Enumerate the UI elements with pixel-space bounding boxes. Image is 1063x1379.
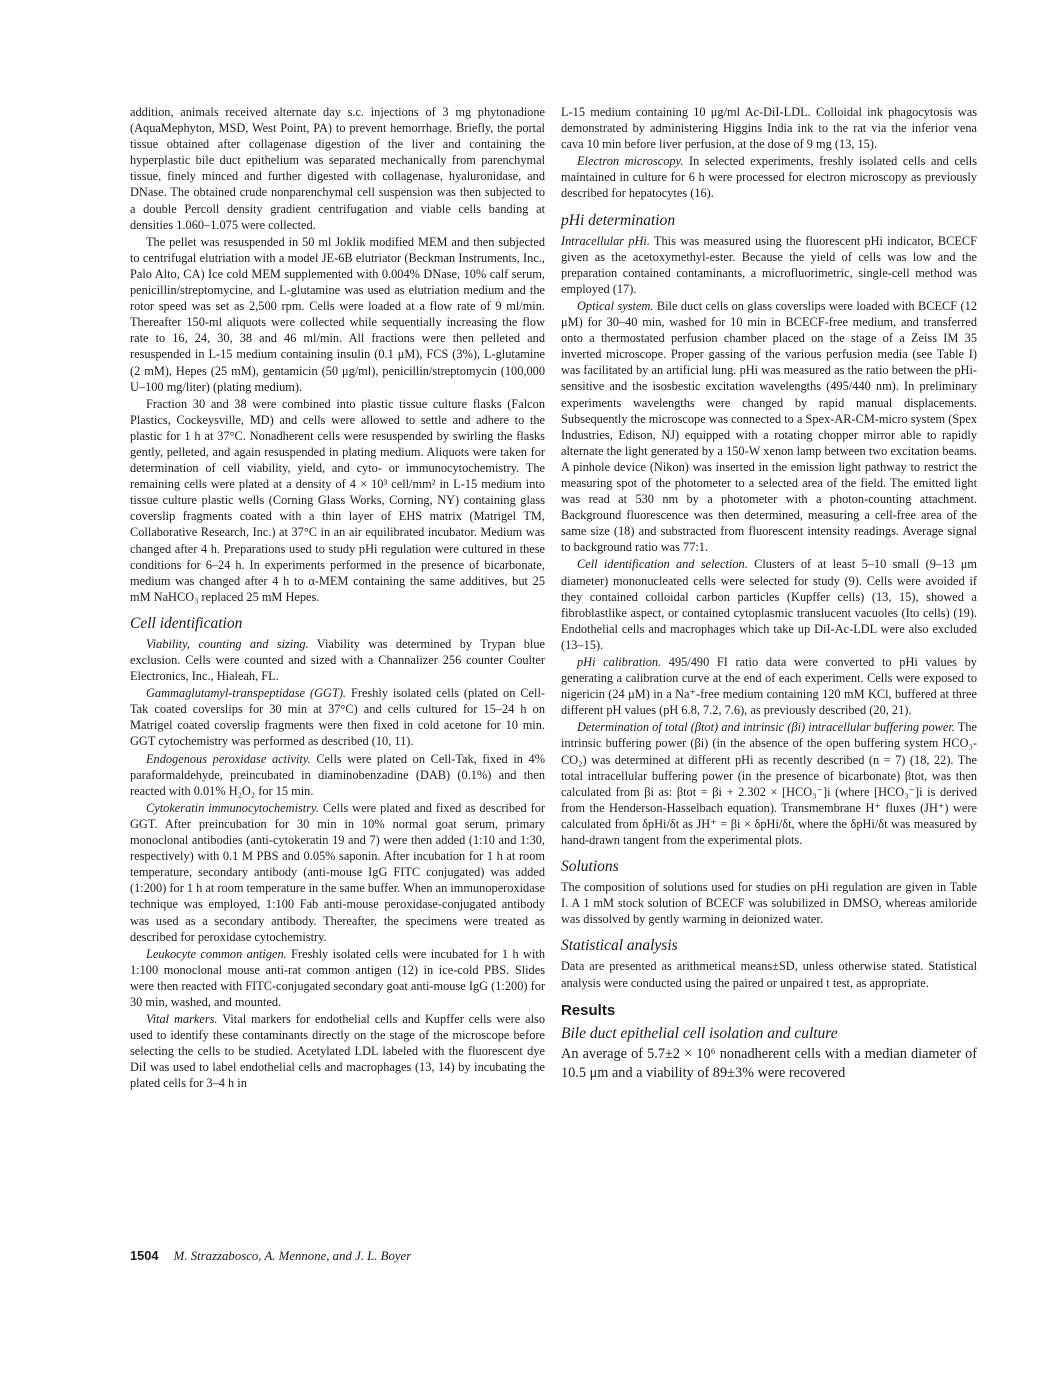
run-in-heading: Endogenous peroxidase activity. <box>146 751 311 766</box>
section-heading-results: Results <box>561 1001 616 1019</box>
paragraph-text: Bile duct cells on glass coverslips were loaded with BCECF (12 μM) for 30–40 min, washed for 10 min in BCECF-free medium, and transferred onto a thermostated perfusion chamber placed on the stage of a Zeiss IM 35 inverted microscope. Proper gassing of the various perfusion media (see Table I) was facilitated by an artificial lung. pHi was measured as the ratio between the pHi-sensitive and the isosbestic excitation wavelengths (495/440 nm). In preliminary experiments wavelengths were changed by rapid manual displacements. Subsequently the microscope was connected to a Spex-AR-CM-micro system (Spex Industries, Edison, NJ) equipped with a rotating chopper mirror able to rapidly alternate the light generated by a 150-W xenon lamp between two excitation beams. A pinhole device (Nikon) was inserted in the emission light pathway to restrict the measuring spot of the photometer to a selected area of the field. The emitted light was read at 530 nm by a photometer with a photon-counting attachment. Background fluorescence was then determined, measuring a cell-free area of the same size (18) and substracted from fluorescent intensity readings. Average signal to background ratio was 77:1. <box>561 298 978 555</box>
paragraph-text: This was measured using the fluorescent pHi indicator, BCECF given as the acetoxymethyl-ester. Because the yield of cells was low and the preparation contained contaminants, a microfluorimetric, single-cell method was employed (17). <box>561 233 977 296</box>
run-in-heading: Gammaglutamyl-transpeptidase (GGT). <box>146 686 347 701</box>
run-in-heading: Leukocyte common antigen. <box>146 946 287 961</box>
paragraph-intracellular-phi <box>561 233 977 297</box>
paragraph-text: The intrinsic buffering power (βi) (in the absence of the open buffering system HCO₃-CO₂) was determined at different pHi as recently described (n = 7) (18, 22). The total intracellular buffering power (in the presence of bicarbonate) βtot, was then calculated from βi as: βtot = βi + 2.302 × [HCO₃⁻]i (where [HCO₃⁻]i is derived from the Henderson-Hasselbach equation). Transmembrane H⁺ fluxes (JH⁺) were calculated from δpHi/δt as JH⁺ = βi × δpHi/δt, where the δpHi/δt was measured by hand-drawn tangent from the experimental plots. <box>561 720 977 848</box>
paragraph: The pellet was resuspended in 50 ml Joklik modified MEM and then subjected to centrifugal elutriation with a model JE-6B elutriator (Beckman Instruments, Inc., Palo Alto, CA) Ice cold MEM supplemented with 0.004% DNase, 10% calf serum, penicillin/streptomycine, and L-glutamine was used as elutriation medium and the rotor speed was set as 2,500 rpm. Cells were loaded at a flow rate of 9 ml/min. Thereafter 150-ml aliquots were collected while sequentially increasing the flow rate to 16, 24, 30, 38 and 46 ml/min. All fractions were then pelleted and resuspended in L-15 medium containing insulin (0.1 μM), FCS (3%), L-glutamine (2 mM), Hepes (25 mM), gentamicin (50 μg/ml), penicillin/streptomycin (100,000 U–100 mg/liter) (plating medium). <box>130 234 545 394</box>
section-heading-statistical-analysis: Statistical analysis <box>561 937 678 955</box>
paragraph-solutions: The composition of solutions used for studies on pHi regulation are given in Table I. A 1 mM stock solution of BCECF was solubilized in DMSO, whereas amiloride was dissolved by gently warming in deionized water. <box>561 880 977 927</box>
paragraph: Fraction 30 and 38 were combined into plastic tissue culture flasks (Falcon Plastics, Cockeysville, MD) and cells were allowed to settle and adhere to the plastic for 1 h at 37°C. Nonadherent cells were resuspended by swirling the flasks gently, pelleted, and again resuspended in plating medium. Aliquots were taken for determination of cell viability, yield, and cyto- or immunocytochemistry. The remaining cells were plated at a density of 4 × 10³ cell/mm² in L-15 medium into tissue culture plastic wells (Corning Glass Works, Corning, NY) containing glass coverslip fragments coated with a thin layer of EHS matrix (Matrigel TM, Collaborative Research, Inc.) at 37°C in an air equilibrated incubator. Medium was changed after 4 h. Preparations used to study pHi regulation were cultured in these conditions for 6–24 h. In experiments performed in the presence of bicarbonate, medium was changed after 4 h to α-MEM containing the same additives, but 25 mM NaHCO₃ replaced 25 mM Hepes. <box>130 396 545 604</box>
run-in-heading: Cell identification and selection. <box>577 557 748 572</box>
paragraph-buffering-power <box>561 719 977 848</box>
running-authors: M. Strazzabosco, A. Mennone, and J. L. Boyer <box>173 1249 412 1263</box>
left-column <box>130 104 545 1092</box>
paragraph-leukocyte <box>130 946 545 1010</box>
paragraph-text: Freshly isolated cells were incubated for 1 h with 1:100 monoclonal mouse anti-rat common antigen (12) in ice-cold PBS. Slides were then reacted with FITC-conjugated secondary goat anti-mouse IgG (1:200) for 30 min, washed, and mounted. <box>130 946 546 1009</box>
paragraph: addition, animals received alternate day s.c. injections of 3 mg phytonadione (AquaMephyton, MSD, West Point, PA) to prevent hemorrhage. Briefly, the portal tissue obtained after collagenase digestion of the liver and containing the hyperplastic bile duct epithelium was separated mechanically from parenchymal tissue, finely minced and further digested with collagenase, hyaluronidase, and DNase. The obtained crude nonparenchymal cell suspension was then subjected to a double Percoll density gradient centrifugation and viable cells banding at densities 1.060–1.075 were collected. <box>130 105 545 232</box>
run-in-heading: Electron microscopy. <box>577 154 684 169</box>
paragraph-text: Cells were plated and fixed as described for GGT. After preincubation for 30 min in 10% normal goat serum, primary monoclonal antibodies (anti-cytokeratin 19 and 7) were then added (1:10 and 1:30, respectively) with 0.1 M PBS and 0.05% saponin. After incubation for 1 h at room temperature, secondary antibody (anti-mouse IgG FITC conjugated) was added (1:200) for 1 h at room temperature in the same buffer. When an immunoperoxidase technique was employed, 1:100 Fab anti-mouse peroxidase-conjugated antibody was used as a secondary antibody. Thereafter, the specimens were treated as described for peroxidase cytochemistry. <box>130 800 545 944</box>
right-column <box>561 104 977 1083</box>
run-in-heading: Cytokeratin immunocytochemistry. <box>146 800 319 815</box>
page-footer <box>130 1248 411 1264</box>
run-in-heading: Vital markers. <box>146 1012 218 1027</box>
run-in-heading: Optical system. <box>577 298 654 313</box>
paragraph-vital-markers <box>130 1011 545 1091</box>
subsection-heading-bile-duct: Bile duct epithelial cell isolation and culture <box>561 1024 838 1042</box>
paragraph-peroxidase <box>130 751 545 799</box>
paragraph-text: Clusters of at least 5–10 small (9–13 μm diameter) mononucleated cells were selected for study (9). Cells were avoided if they contained colloidal carbon particles (Kupffer cells) (13, 15), showed a fibroblastlike aspect, or contained cytoplasmic translucent vacuoles (Ito cells) (19). Endothelial cells and macrophages which take up DiI-Ac-LDL were also excluded (13–15). <box>561 557 977 652</box>
paragraph-bile-duct: An average of 5.7±2 × 10⁶ nonadherent cells with a median diameter of 10.5 μm and a viability of 89±3% were recovered <box>561 1045 977 1081</box>
paragraph-electron-microscopy <box>561 153 977 201</box>
paragraph-optical-system <box>561 298 977 556</box>
paragraph-text: Freshly isolated cells (plated on Cell-Tak coated coverslips for 30 min at 37°C) and cells cultured for 15–24 h on Matrigel coated coverslip fragments were then fixed in cold acetone for 10 min. GGT cytochemistry was performed as described (10, 11). <box>130 686 546 749</box>
run-in-heading: pHi calibration. <box>577 655 662 669</box>
section-heading-cell-identification: Cell identification <box>130 614 243 632</box>
paragraph-text: In selected experiments, freshly isolated cells and cells maintained in culture for 6 h were processed for electron microscopy as previously described for hepatocytes (16). <box>561 154 977 201</box>
paragraph-ggt <box>130 685 545 749</box>
section-heading-phi-determination: pHi determination <box>561 211 676 229</box>
run-in-heading: Determination of total (βtot) and intrinsic (βi) intracellular buffering power. <box>577 720 955 735</box>
paragraph-viability <box>130 636 545 684</box>
paragraph-phi-calibration <box>561 654 977 718</box>
paragraph-text: Viability was determined by Trypan blue exclusion. Cells were counted and sized with a Channalizer 256 counter Coulter Electronics, Inc., Hialeah, FL. <box>130 636 545 684</box>
run-in-heading: Viability, counting and sizing. <box>146 636 309 651</box>
paragraph: L-15 medium containing 10 μg/ml Ac-DiI-LDL. Colloidal ink phagocytosis was demonstrated by administering Higgins India ink to the rat via the inferior vena cava 10 min before liver perfusion, at the dose of 9 mg (13, 15). <box>561 105 977 152</box>
page-number: 1504 <box>130 1248 159 1263</box>
paragraph-cytokeratin <box>130 800 545 945</box>
section-heading-solutions: Solutions <box>561 858 619 876</box>
paragraph-text: 495/490 FI ratio data were converted to pHi values by generating a calibration curve at the end of each experiment. Cells were exposed to nigericin (24 μM) in a Na⁺-free medium containing 120 mM KCl, buffered at three different pH values (pH 6.8, 7.2, 7.6), as previously described (20, 21). <box>561 655 977 718</box>
paragraph-cell-selection <box>561 556 977 653</box>
paragraph-text: Vital markers for endothelial cells and Kupffer cells were also used to identify these contaminants directly on the stage of the microscope before selecting the cells to be studied. Acetylated LDL labeled with the fluorescent dye DiI was used to label endothelial cells and macrophages (13, 14) by incubating the plated cells for 3–4 h in <box>130 1012 545 1091</box>
paragraph-statistical-analysis: Data are presented as arithmetical means±SD, unless otherwise stated. Statistical analysis were conducted using the paired or unpaired t test, as appropriate. <box>561 959 977 990</box>
paragraph-text: Cells were plated on Cell-Tak, fixed in 4% paraformaldehyde, preincubated in diaminobenzadine (DAB) (0.1%) and then reacted with 0.01% H₂O₂ for 15 min. <box>130 751 546 798</box>
run-in-heading: Intracellular pHi. <box>561 233 650 248</box>
